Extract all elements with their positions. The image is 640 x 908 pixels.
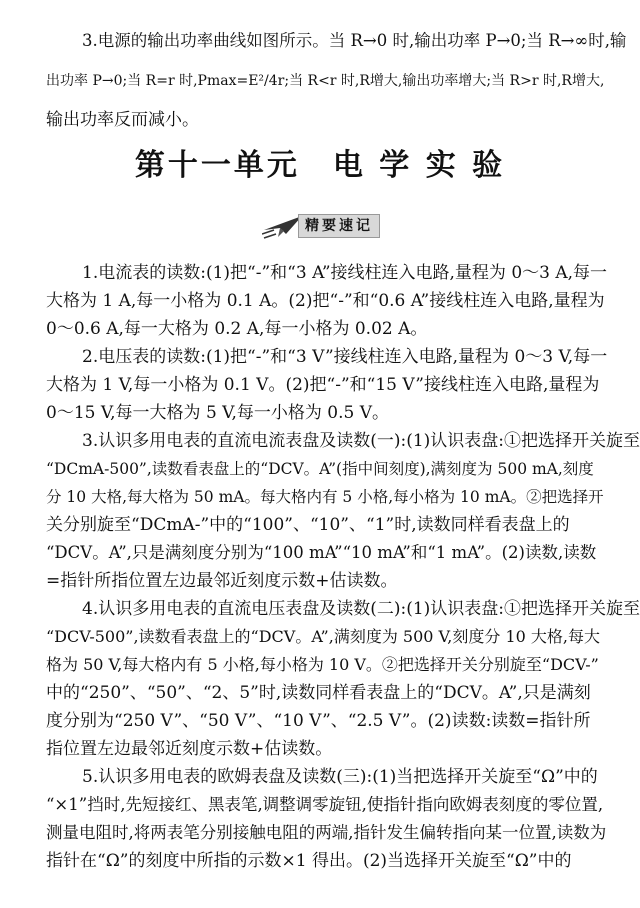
text-line: 大格为 1 A,每一小格为 0.1 A。(2)把“-”和“0.6 A”接线柱连入电路,量程为 xyxy=(46,291,605,311)
text-line: “×1”挡时,先短接红、黑表笔,调整调零旋钮,使指针指向欧姆表刻度的零位置, xyxy=(46,795,604,814)
text-line: 5.认识多用电表的欧姆表盘及读数(三):(1)当把选择开关旋至“Ω”中的 xyxy=(82,767,598,787)
unit-title: 第十一单元 电 学 实 验 xyxy=(134,148,506,183)
text-line: 大格为 1 V,每一小格为 0.1 V。(2)把“-”和“15 V”接线柱连入电路,量程为 xyxy=(46,375,600,395)
text-line: 出功率 P→0;当 R=r 时,Pmax=E²/4r;当 R<r 时,R增大,输出功率增大;当 R>r 时,R增大, xyxy=(46,73,605,89)
text-line: 2.电压表的读数:(1)把“-”和“3 V”接线柱连入电路,量程为 0～3 V,每一 xyxy=(82,347,608,367)
text-line: 指位置左边最邻近刻度示数+估读数。 xyxy=(46,739,333,759)
text-line: 3.电源的输出功率曲线如图所示。当 R→0 时,输出功率 P→0;当 R→∞时,输 xyxy=(82,31,627,50)
section-badge-label: 精要速记 xyxy=(298,214,380,238)
text-line: 格为 50 V,每大格内有 5 小格,每小格为 10 V。②把选择开关分别旋至“DCV-” xyxy=(46,655,599,674)
text-line: 1.电流表的读数:(1)把“-”和“3 A”接线柱连入电路,量程为 0～3 A,每一 xyxy=(82,263,608,283)
text-line: 输出功率反而减小。 xyxy=(46,110,199,130)
text-line: 0～0.6 A,每一大格为 0.2 A,每一小格为 0.02 A。 xyxy=(46,319,428,339)
text-line: 分 10 大格,每大格为 50 mA。每大格内有 5 小格,每小格为 10 mA。②把选择开 xyxy=(46,488,604,506)
text-line: 测量电阻时,将两表笔分别接触电阻的两端,指针发生偏转指向某一位置,读数为 xyxy=(46,823,607,842)
text-line: 4.认识多用电表的直流电压表盘及读数(二):(1)认识表盘:①把选择开关旋至 xyxy=(82,599,640,619)
text-line: “DCV-500”,读数看表盘上的“DCV。A”,满刻度为 500 V,刻度分 10 大格,每大 xyxy=(46,627,600,646)
text-line: =指针所指位置左边最邻近刻度示数+估读数。 xyxy=(46,571,398,591)
text-line: 指针在“Ω”的刻度中所指的示数×1 得出。(2)当选择开关旋至“Ω”中的 xyxy=(46,851,572,871)
text-line: 度分别为“250 V”、“50 V”、“10 V”、“2.5 V”。(2)读数:读数=指针所 xyxy=(46,711,591,731)
section-badge xyxy=(262,210,380,240)
text-line: 0～15 V,每一大格为 5 V,每一小格为 0.5 V。 xyxy=(46,403,390,423)
text-line: 3.认识多用电表的直流电流表盘及读数(一):(1)认识表盘:①把选择开关旋至 xyxy=(82,431,640,451)
text-line: “DCmA-500”,读数看表盘上的“DCV。A”(指中间刻度),满刻度为 500 mA,刻度 xyxy=(46,460,594,478)
text-line: 关分别旋至“DCmA-”中的“100”、“10”、“1”时,读数同样看表盘上的 xyxy=(46,515,570,535)
text-line: “DCV。A”,只是满刻度分别为“100 mA”“10 mA”和“1 mA”。(2)读数,读数 xyxy=(46,543,597,562)
text-line: 中的“250”、“50”、“2、5”时,读数同样看表盘上的“DCV。A”,只是满刻 xyxy=(46,683,591,703)
